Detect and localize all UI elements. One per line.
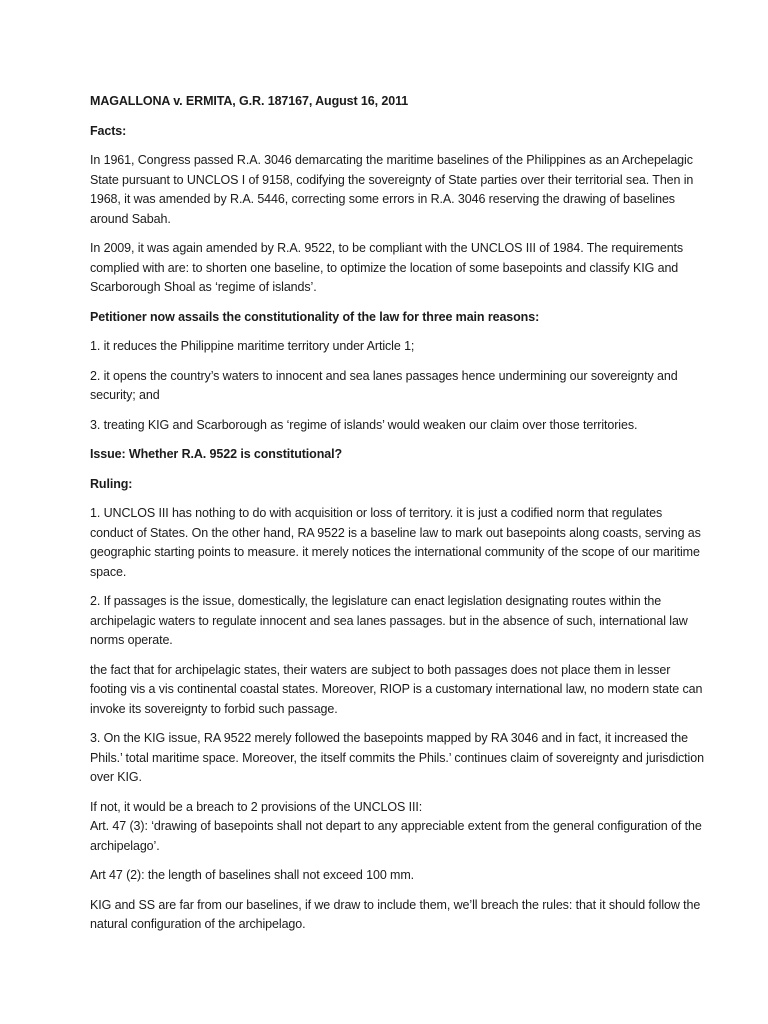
case-title: MAGALLONA v. ERMITA, G.R. 187167, August 16, 2011 (90, 94, 409, 108)
petitioner-heading: Petitioner now assails the constitutionality of the law for three main reasons: (90, 309, 540, 324)
ruling-point-2: 2. If passages is the issue, domestically, the legislature can enact legislation designating routes within the archipelagic waters to regulate innocent and sea lanes passages. but in the absence of such, international law norms operate. (90, 594, 688, 647)
reason-2: 2. it opens the country’s waters to innocent and sea lanes passages hence undermining our sovereignty and security; and (90, 368, 678, 402)
conclusion-paragraph: KIG and SS are far from our baselines, if we draw to include them, we’ll breach the rules: that it should follow the natural configuration of the archipelago. (90, 897, 701, 931)
breach-intro: If not, it would be a breach to 2 provisions of the UNCLOS III: (90, 799, 423, 814)
ruling-point-2-continued: the fact that for archipelagic states, their waters are subject to both passages does not place them in lesser footing vis a vis continental coastal states. Moreover, RIOP is a customary international law, no modern state can invoke its sovereignty to forbid such passage. (90, 662, 703, 716)
issue-heading: Issue: Whether R.A. 9522 is constitutional? (90, 447, 342, 461)
article-47-3: Art. 47 (3): ‘drawing of basepoints shall not depart to any appreciable extent from the general configuration of the archipelago’. (90, 819, 702, 853)
article-47-2: Art 47 (2): the length of baselines shall not exceed 100 mm. (90, 868, 415, 882)
facts-paragraph-2: In 2009, it was again amended by R.A. 9522, to be compliant with the UNCLOS III of 1984. The requirements complied with are: to shorten one baseline, to optimize the location of some basepoints and classify KIG and Scarborough Shoal as ‘regime of islands’. (90, 241, 684, 294)
facts-paragraph-1: In 1961, Congress passed R.A. 3046 demarcating the maritime baselines of the Philippines as an Archepelagic State pursuant to UNCLOS I of 9158, codifying the sovereignty of State parties over their territorial sea. Then in 1968, it was amended by R.A. 5446, correcting some errors in R.A. 3046 reserving the drawing of baselines around Sabah. (90, 153, 694, 226)
ruling-point-3: 3. On the KIG issue, RA 9522 merely followed the basepoints mapped by RA 3046 and in fact, it increased the Phils.’ total maritime space. Moreover, the itself commits the Phils.’ continues claim of sovereignty and jurisdiction over KIG. (90, 731, 704, 784)
ruling-heading: Ruling: (90, 476, 133, 491)
reason-3: 3. treating KIG and Scarborough as ‘regime of islands’ would weaken our claim over those territories. (90, 417, 638, 432)
ruling-point-1: 1. UNCLOS III has nothing to do with acquisition or loss of territory. it is just a codified norm that regulates conduct of States. On the other hand, RA 9522 is a baseline law to mark out basepoints along coasts, serving as geographic starting points to measure. it merely notices the international community of the scope of our maritime space. (90, 506, 701, 579)
reason-1: 1. it reduces the Philippine maritime territory under Article 1; (90, 339, 415, 353)
facts-heading: Facts: (90, 123, 127, 138)
